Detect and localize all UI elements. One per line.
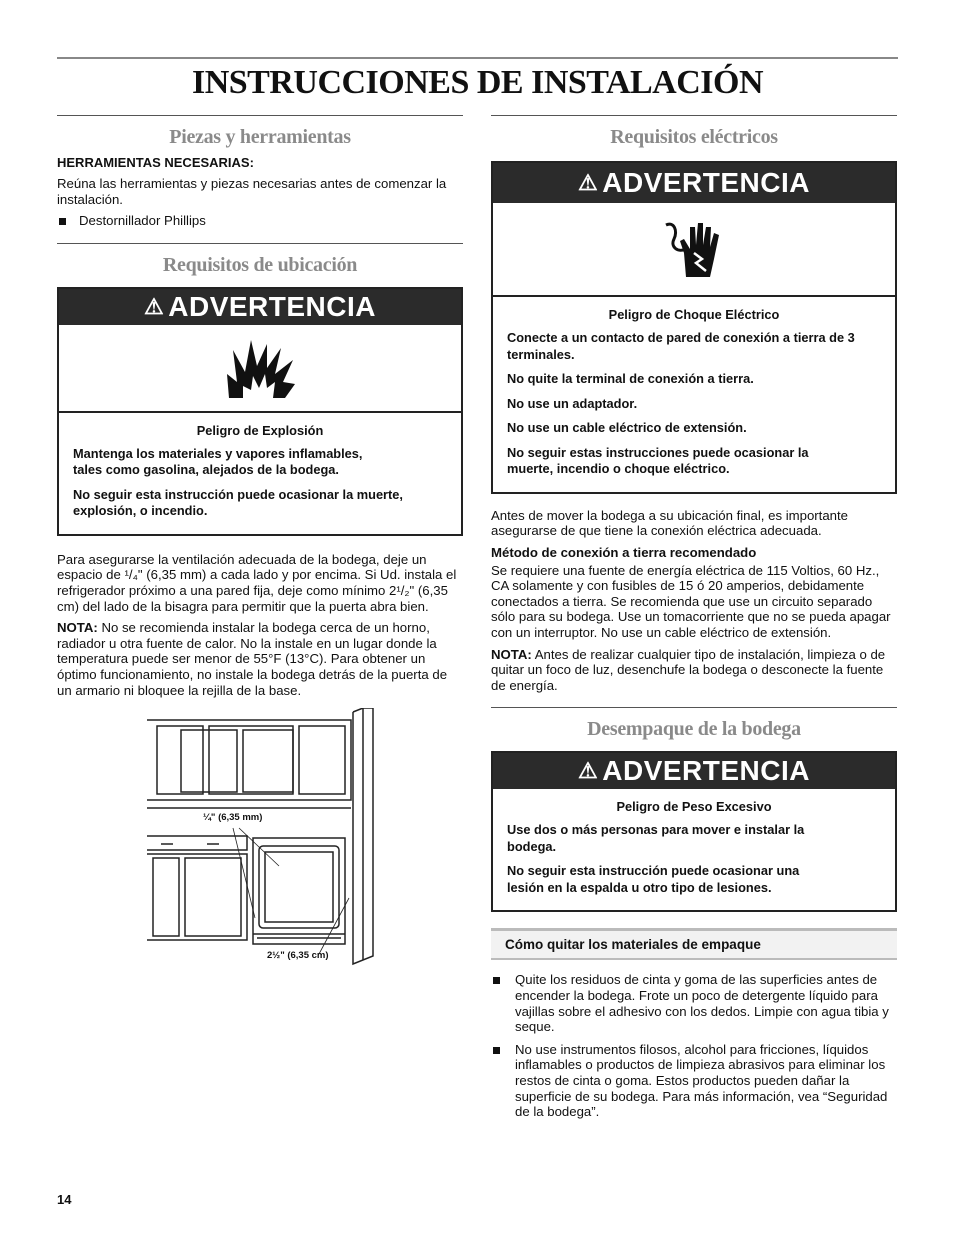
note-label: NOTA: <box>491 646 532 662</box>
list-item: Destornillador Phillips <box>57 213 463 229</box>
parts-intro: Reúna las herramientas y piezas necesarias antes de comenzar la instalación. <box>57 176 447 207</box>
note-text: Antes de realizar cualquier tipo de instalación, limpieza o de quitar un foco de luz, desenchufe la bodega o desconecte la fuente de energía. <box>491 646 886 693</box>
warning-line: No use un adaptador. <box>507 395 638 411</box>
warning-triangle-icon: ⚠ <box>578 758 599 784</box>
installation-figure <box>57 708 463 978</box>
list-item: No use instrumentos filosos, alcohol para fricciones, líquidos inflamables o productos de limpieza abrasivos para eliminar los restos de cinta o goma. Estos productos pueden dañar la superficie de su bodega. Para más información, vea “Seguridad de la bodega”. <box>491 1042 897 1120</box>
warning-line: No quite la terminal de conexión a tierra. <box>507 371 754 386</box>
warning-header <box>59 289 461 325</box>
section-title-unpack: Desempaque de la bodega <box>587 718 801 741</box>
warning-header <box>493 163 895 203</box>
shock-icon-area <box>493 203 895 297</box>
top-rule <box>57 57 898 59</box>
tools-subhead: HERRAMIENTAS NECESARIAS: <box>57 155 254 170</box>
electric-shock-hand-icon <box>664 219 724 279</box>
warning-body <box>59 413 461 534</box>
warning-line: Use dos o más personas para mover e instalar la bodega. <box>507 822 805 854</box>
warning-label: ADVERTENCIA <box>602 755 810 787</box>
cabinet-illustration <box>57 708 463 978</box>
explosion-icon <box>223 336 297 400</box>
warning-line: No seguir esta instrucción puede ocasionar la muerte, explosión, o incendio. <box>73 486 403 519</box>
explosion-icon-area <box>59 325 461 413</box>
figure-label-quarter-inch: ¼" (6,35 mm) <box>203 812 263 824</box>
warning-header <box>493 753 895 789</box>
list-item: Quite los residuos de cinta y goma de las superficies antes de encender la bodega. Frote un poco de detergente líquido para vajillas sobre el adhesivo con los dedos. Limpie con agua tibia y seque. <box>491 972 897 1034</box>
section-title-location: Requisitos de ubicación <box>162 253 358 276</box>
section-title-parts: Piezas y herramientas <box>169 126 351 148</box>
section-rule <box>57 115 463 116</box>
section-rule <box>491 707 897 708</box>
warning-line: No seguir estas instrucciones puede ocasionar la muerte, incendio o choque eléctrico. <box>507 444 809 476</box>
grounding-paragraph: Se requiere una fuente de energía eléctrica de 115 Voltios, 60 Hz., CA solamente y con fusibles de 15 ó 20 amperios, debidamente conectados a tierra. Se recomienda que use un circuito separado sólo para su bodega. Use un tomacorriente que no se pueda apagar con un interruptor. No use un cable eléctrico de extensión. <box>491 562 891 641</box>
grounding-subhead: Método de conexión a tierra recomendado <box>491 544 757 560</box>
warning-line: Mantenga los materiales y vapores inflamables, tales como gasolina, alejados de la bodega. <box>73 445 363 478</box>
right-column <box>491 115 897 1127</box>
ventilation-paragraph: Para asegurarse la ventilación adecuada de la bodega, deje un espacio de ¹/₄" (6,35 mm) a cada lado y por encima. Si Ud. instala el refrigerador próximo a una pared fija, deje como mínimo 2¹/₂" (6,35 cm) del lado de la bisagra para permitir que la puerta abra bien. <box>57 551 457 614</box>
section-title-electrical: Requisitos eléctricos <box>610 126 778 148</box>
section-rule <box>57 243 463 244</box>
warning-label: ADVERTENCIA <box>168 290 376 322</box>
location-note <box>57 620 463 698</box>
figure-label-two-and-half-inch: 2½" (6,35 cm) <box>267 950 329 962</box>
electrical-warning-box <box>491 161 897 494</box>
warning-triangle-icon: ⚠ <box>144 293 165 319</box>
electrical-paragraph: Antes de mover la bodega a su ubicación final, es importante asegurarse de que tiene la conexión eléctrica adecuada. <box>491 507 849 539</box>
hazard-title: Peligro de Explosión <box>196 422 324 438</box>
note-label: NOTA: <box>57 620 98 636</box>
hazard-title: Peligro de Choque Eléctrico <box>608 307 780 322</box>
section-rule <box>491 115 897 116</box>
warning-line: Conecte a un contacto de pared de conexión a tierra de 3 terminales. <box>507 330 855 362</box>
warning-body <box>493 297 895 492</box>
warning-line: No use un cable eléctrico de extensión. <box>507 420 747 435</box>
warning-line: No seguir esta instrucción puede ocasionar una lesión en la espalda u otro tipo de lesiones. <box>507 863 800 895</box>
explosion-warning-box <box>57 287 463 536</box>
page-title: INSTRUCCIONES DE INSTALACIÓN <box>191 64 764 101</box>
warning-label: ADVERTENCIA <box>602 167 810 198</box>
packaging-removal-header: Cómo quitar los materiales de empaque <box>491 928 897 960</box>
warning-body <box>493 789 895 910</box>
note-text: No se recomienda instalar la bodega cerca de un horno, radiador u otra fuente de calor. No la instale en un lugar donde la temperatura puede ser menor de 55°F (13°C). Para obtener un óptimo funcionamiento, no instale la bodega detrás de la puerta de un armario ni bloquee la rejilla de la base. <box>57 620 448 698</box>
left-column <box>57 115 463 978</box>
packaging-removal-list <box>491 972 897 1119</box>
page-number: 14 <box>57 1192 72 1207</box>
weight-warning-box <box>491 751 897 912</box>
tools-list <box>57 213 463 229</box>
hazard-title: Peligro de Peso Excesivo <box>616 799 772 815</box>
warning-triangle-icon: ⚠ <box>578 170 599 195</box>
electrical-note <box>491 647 897 694</box>
